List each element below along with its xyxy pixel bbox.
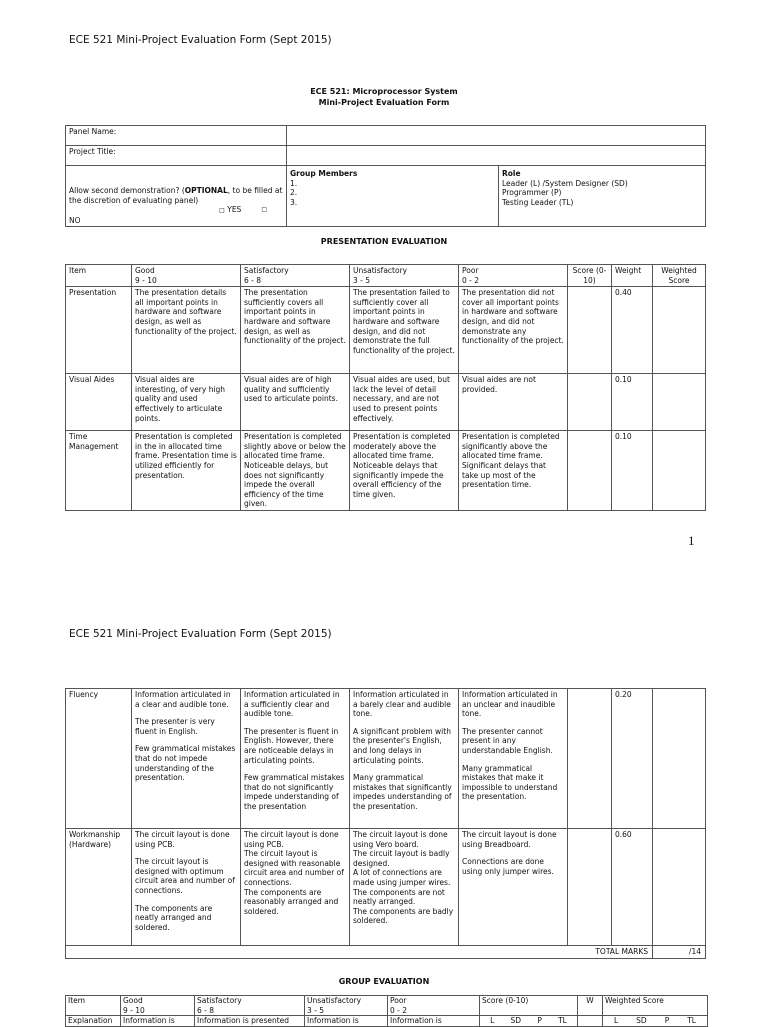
- group-header-row: [66, 996, 708, 1016]
- weight-value: 0.20: [612, 689, 653, 829]
- criteria-poor: Information articulated in an unclear and inaudible tone. The presenter cannot present in any understandable English. Many grammatical mistakes that make it impossible to understand the presentation.: [459, 689, 568, 829]
- col-header-satisfactory: Satisfactory 6 - 8: [241, 265, 350, 287]
- second-demo-cell: [66, 166, 287, 227]
- criteria-good: The circuit layout is done using PCB. The circuit layout is designed with optimum circuit area and number of connections. The components are neatly arranged and soldered.: [132, 829, 241, 946]
- score-field[interactable]: [568, 689, 612, 829]
- panel-name-label: Panel Name:: [66, 126, 287, 146]
- role-header: Role: [502, 169, 521, 178]
- project-info-table: [65, 125, 706, 227]
- group-col-satisfactory: Satisfactory 6 - 8: [195, 996, 305, 1016]
- criteria-satisfactory: Visual aides are of high quality and sufficiently used to articulate points.: [241, 374, 350, 431]
- weighted-score-field[interactable]: [653, 287, 706, 374]
- project-title-label: Project Title:: [66, 146, 287, 166]
- score-field[interactable]: [568, 374, 612, 431]
- document-title-line-1: ECE 521: Microprocessor System: [310, 87, 458, 96]
- criteria-satisfactory: Presentation is completed slightly above or below the allocated time frame. Noticeable delays, but does not significantly impede the overall efficiency of the time given.: [241, 431, 350, 511]
- member-1[interactable]: 1.: [290, 178, 298, 188]
- table-row: [66, 829, 706, 946]
- w-field[interactable]: [578, 1016, 603, 1027]
- member-3[interactable]: 3.: [290, 197, 298, 207]
- criteria-unsatisfactory: Visual aides are used, but lack the level of detail necessary, and are not used to present points effectively.: [350, 374, 459, 431]
- yes-no-options: [69, 205, 283, 216]
- criteria-good: Presentation is completed in the in allocated time frame. Presentation time is utilized efficiently for presentation.: [132, 431, 241, 511]
- yes-option[interactable]: □ YES: [219, 205, 242, 215]
- project-title-field[interactable]: [287, 146, 706, 166]
- weighted-score-field[interactable]: [653, 829, 706, 946]
- weight-value: 0.60: [612, 829, 653, 946]
- score-field[interactable]: [568, 287, 612, 374]
- weighted-score-field[interactable]: [653, 689, 706, 829]
- yes-checkbox-icon[interactable]: □: [219, 207, 225, 215]
- weight-value: 0.10: [612, 374, 653, 431]
- weighted-score-field[interactable]: [653, 374, 706, 431]
- table-row: [66, 689, 706, 829]
- rubric-continued-table: [65, 688, 706, 959]
- group-members-cell: [287, 166, 499, 227]
- row-item: Visual Aides: [66, 374, 132, 431]
- criteria-satisfactory: The presentation sufficiently covers all important points in hardware and software design, as well as functionality of the project.: [241, 287, 350, 374]
- presentation-section-title: PRESENTATION EVALUATION: [320, 237, 448, 246]
- col-header-good: Good 9 - 10: [132, 265, 241, 287]
- row-item: Explanation: [66, 1016, 121, 1027]
- criteria-good: Information is: [121, 1016, 195, 1027]
- document-title-line-2: Mini-Project Evaluation Form: [318, 98, 450, 107]
- no-option-label: NO: [69, 215, 81, 225]
- criteria-good: Visual aides are interesting, of very high quality and used effectively to articulate points.: [132, 374, 241, 431]
- page-header: ECE 521 Mini-Project Evaluation Form (Sept 2015): [69, 628, 332, 640]
- group-section-title: GROUP EVALUATION: [338, 977, 430, 986]
- role-3: Testing Leader (TL): [502, 197, 574, 207]
- group-col-score: Score (0-10): [480, 996, 578, 1016]
- row-item: Presentation: [66, 287, 132, 374]
- col-header-poor: Poor 0 - 2: [459, 265, 568, 287]
- second-demo-question: Allow second demonstration? (OPTIONAL, to be filled at the discretion of evaluating panel): [69, 186, 283, 205]
- group-members-header: Group Members: [290, 169, 358, 178]
- group-col-unsatisfactory: Unsatisfactory 3 - 5: [305, 996, 388, 1016]
- document-title: [0, 86, 768, 108]
- page-header: ECE 521 Mini-Project Evaluation Form (Sept 2015): [69, 34, 332, 46]
- criteria-poor: The circuit layout is done using Breadboard. Connections are done using only jumper wires.: [459, 829, 568, 946]
- table-row: [66, 1016, 708, 1027]
- criteria-poor: Visual aides are not provided.: [459, 374, 568, 431]
- criteria-unsatisfactory: Presentation is completed moderately above the allocated time frame. Noticeable delays that significantly impede the overall efficiency of the time given.: [350, 431, 459, 511]
- weight-value: 0.10: [612, 431, 653, 511]
- col-header-unsatisfactory: Unsatisfactory 3 - 5: [350, 265, 459, 287]
- total-marks-row: [66, 946, 706, 959]
- page-number: 1: [688, 533, 695, 548]
- criteria-satisfactory: Information is presented: [195, 1016, 305, 1027]
- total-marks-label: TOTAL MARKS: [568, 946, 653, 959]
- table-row: [66, 374, 706, 431]
- score-field[interactable]: [568, 829, 612, 946]
- group-col-good: Good 9 - 10: [121, 996, 195, 1016]
- criteria-satisfactory: Information articulated in a sufficiently clear and audible tone. The presenter is fluent in English. However, there are noticeable delays in articulating points. Few grammatical mistakes that do not significantly impede understanding of the presentation: [241, 689, 350, 829]
- group-col-weighted-score: Weighted Score: [603, 996, 708, 1016]
- criteria-unsatisfactory: The circuit layout is done using Vero board. The circuit layout is badly designed. A lot of connections are made using jumper wires. The components are not neatly arranged. The components are badly soldered.: [350, 829, 459, 946]
- group-col-item: Item: [66, 996, 121, 1016]
- col-header-item: Item: [66, 265, 132, 287]
- criteria-good: Information articulated in a clear and audible tone. The presenter is very fluent in English. Few grammatical mistakes that do not impede understanding of the presentation.: [132, 689, 241, 829]
- criteria-unsatisfactory: Information is: [305, 1016, 388, 1027]
- criteria-unsatisfactory: Information articulated in a barely clear and audible tone. A significant problem with the presenter's English, and long delays in articulating points. Many grammatical mistakes that significantly impedes understanding of the presentation.: [350, 689, 459, 829]
- table-row: [66, 431, 706, 511]
- weighted-score-subcolumns[interactable]: L SD P TL: [603, 1016, 708, 1027]
- member-2[interactable]: 2.: [290, 188, 298, 198]
- group-col-poor: Poor 0 - 2: [388, 996, 480, 1016]
- col-header-weight: Weight: [612, 265, 653, 287]
- panel-name-field[interactable]: [287, 126, 706, 146]
- group-col-w: W: [578, 996, 603, 1016]
- criteria-good: The presentation details all important points in hardware and software design, as well as functionality of the project.: [132, 287, 241, 374]
- score-field[interactable]: [568, 431, 612, 511]
- criteria-poor: The presentation did not cover all important points in hardware and software design, and did not demonstrate any functionality of the project.: [459, 287, 568, 374]
- table-row: [66, 287, 706, 374]
- criteria-poor: Presentation is completed significantly above the allocated time frame. Significant delays that take up most of the presentation time.: [459, 431, 568, 511]
- score-subcolumns[interactable]: L SD P TL: [480, 1016, 578, 1027]
- weighted-score-field[interactable]: [653, 431, 706, 511]
- no-checkbox-icon[interactable]: □: [261, 206, 267, 214]
- weight-value: 0.40: [612, 287, 653, 374]
- group-evaluation-table: [65, 995, 708, 1027]
- row-item: Time Management: [66, 431, 132, 511]
- criteria-poor: Information is: [388, 1016, 480, 1027]
- col-header-weighted-score: Weighted Score: [653, 265, 706, 287]
- total-marks-value[interactable]: /14: [653, 946, 706, 959]
- criteria-satisfactory: The circuit layout is done using PCB. The circuit layout is designed with reasonable circuit area and number of connections. The components are reasonably arranged and soldered.: [241, 829, 350, 946]
- row-item: Fluency: [66, 689, 132, 829]
- role-2: Programmer (P): [502, 188, 562, 198]
- row-item: Workmanship (Hardware): [66, 829, 132, 946]
- role-1: Leader (L) /System Designer (SD): [502, 178, 628, 188]
- role-cell: [499, 166, 706, 227]
- rubric-header-row: [66, 265, 706, 287]
- col-header-score: Score (0-10): [568, 265, 612, 287]
- criteria-unsatisfactory: The presentation failed to sufficiently cover all important points in hardware and software design, and did not demonstrate the full functionality of the project.: [350, 287, 459, 374]
- presentation-rubric-table: [65, 264, 706, 511]
